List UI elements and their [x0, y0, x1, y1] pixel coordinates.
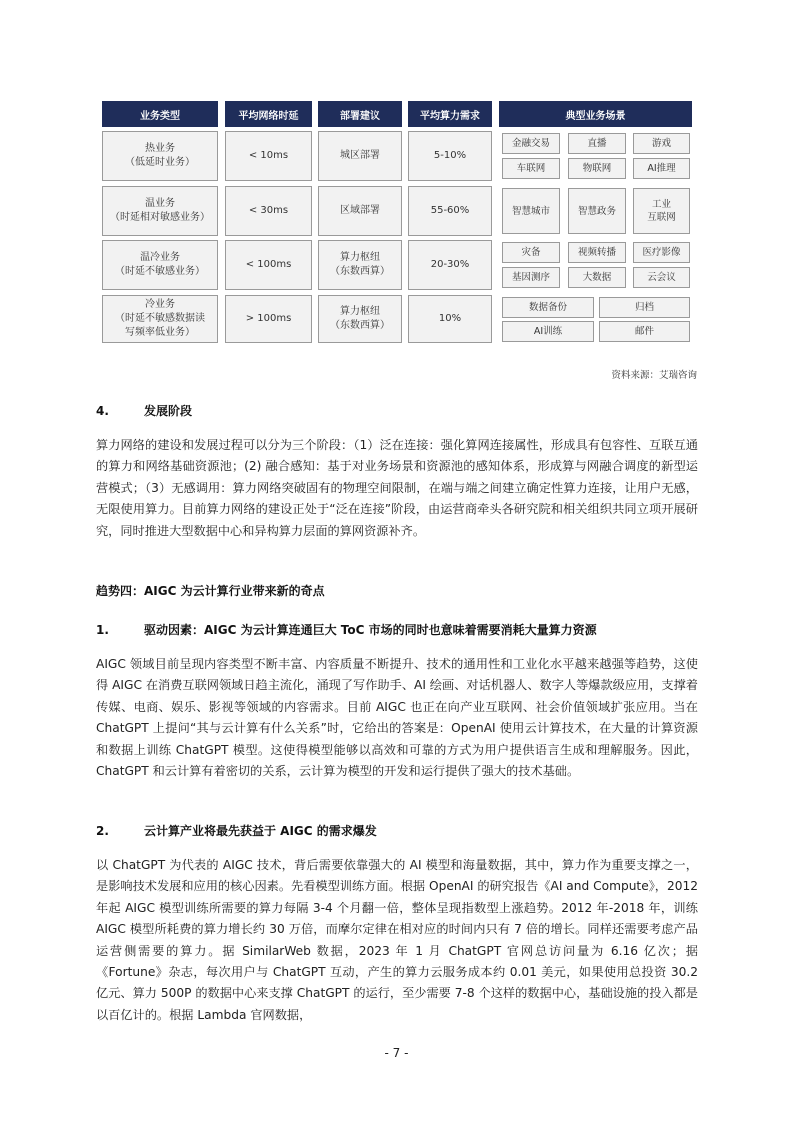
scene-cell: 工业 互联网	[633, 188, 690, 234]
row-latency-cell: < 30ms	[225, 186, 312, 236]
row-deploy-cell: 城区部署	[318, 131, 402, 181]
section-heading	[96, 402, 192, 419]
scene-cell: 大数据	[568, 267, 626, 288]
table-header-type: 业务类型	[102, 101, 218, 127]
scene-cell: 物联网	[568, 158, 626, 179]
scene-cell: 视频转播	[568, 242, 626, 263]
row-deploy-cell: 区域部署	[318, 186, 402, 236]
scene-cell: 游戏	[633, 133, 690, 154]
row-latency-cell: < 10ms	[225, 131, 312, 181]
table-header-deploy: 部署建议	[318, 101, 402, 127]
section-number: 4.	[96, 404, 109, 418]
row-compute-cell: 55-60%	[408, 186, 492, 236]
scene-cell: 车联网	[502, 158, 560, 179]
scene-cell: 邮件	[599, 321, 690, 342]
scene-cell: 智慧政务	[568, 188, 626, 234]
body-paragraph: AIGC 领域目前呈现内容类型不断丰富、内容质量不断提升、技术的通用性和工业化水平越来越强等趋势，这使得 AIGC 在消费互联网领域日趋主流化，涌现了写作助手、AI 绘画、对话机器人、数字人等爆款级应用，支撑着传媒、电商、娱乐、影视等领域的内容需求。目前 AIGC 也正在向产业互联网、社会价值领域扩张应用。当在 ChatGPT 上提问“其与云计算有什么关系”时，它给出的答案是：OpenAI 使用云计算技术，在大量的计算资源和数据上训练 ChatGPT 模型。这使得模型能够以高效和可靠的方式为用户提供语言生成和理解服务。因此，ChatGPT 和云计算有着密切的关系，云计算为模型的开发和运行提供了强大的技术基础。	[96, 657, 698, 779]
scene-cell: AI训练	[502, 321, 594, 342]
scene-cell: 金融交易	[502, 133, 560, 154]
row-type-cell: 冷业务 （时延不敏感数据读 写频率低业务）	[102, 295, 218, 343]
subsection-title: 驱动因素：AIGC 为云计算连通巨大 ToC 市场的同时也意味着需要消耗大量算力资源	[144, 623, 597, 637]
scene-cell: 云会议	[633, 267, 690, 288]
row-compute-cell: 5-10%	[408, 131, 492, 181]
row-deploy-cell: 算力枢纽 （东数西算）	[318, 295, 402, 343]
table-source: 资料来源：艾瑞咨询	[611, 370, 697, 381]
body-paragraph: 算力网络的建设和发展过程可以分为三个阶段：（1）泛在连接：强化算网连接属性，形成具有包容性、互联互通的算力和网络基础资源池；(2) 融合感知：基于对业务场景和资源池的感知体系，形成算与网融合调度的新型运营模式；（3）无感调用：算力网络突破固有的物理空间限制，在端与端之间建立确定性算力连接，让用户无感，无限使用算力。目前算力网络的建设正处于“泛在连接”阶段，由运营商牵头各研究院和相关组织共同立项开展研究，同时推进大型数据中心和异构算力层面的算网资源补齐。	[96, 438, 698, 538]
scene-cell: AI推理	[633, 158, 690, 179]
subsection-heading	[96, 822, 377, 839]
subsection-number: 1.	[96, 623, 109, 637]
scene-cell: 直播	[568, 133, 626, 154]
row-deploy-cell: 算力枢纽 （东数西算）	[318, 240, 402, 290]
subsection-title: 云计算产业将最先获益于 AIGC 的需求爆发	[144, 824, 377, 838]
subsection-heading	[96, 621, 597, 638]
row-type-cell: 温业务 （时延相对敏感业务）	[102, 186, 218, 236]
scene-cell: 数据备份	[502, 297, 594, 318]
row-type-cell: 温冷业务 （时延不敏感业务）	[102, 240, 218, 290]
subsection-number: 2.	[96, 824, 109, 838]
scene-cell: 灾备	[502, 242, 560, 263]
body-paragraph: 以 ChatGPT 为代表的 AIGC 技术，背后需要依靠强大的 AI 模型和海量数据，其中，算力作为重要支撑之一，是影响技术发展和应用的核心因素。先看模型训练方面。根据 OpenAI 的研究报告《AI and Compute》，2012 年起 AIGC 模型训练所需要的算力每隔 3-4 个月翻一倍，整体呈现指数型上涨趋势。2012 年-2018 年，训练 AIGC 模型所耗费的算力增长约 30 万倍，而摩尔定律在相对应的时间内只有 7 倍的增长。同样还需要考虑产品运营侧需要的算力。据 SimilarWeb 数据，2023 年 1 月 ChatGPT 官网总访问量为 6.16 亿次；据《Fortune》杂志，每次用户与 ChatGPT 互动，产生的算力云服务成本约 0.01 美元，如果使用总投资 30.2 亿元、算力 500P 的数据中心来支撑 ChatGPT 的运行，至少需要 7-8 个这样的数据中心，基础设施的投入都是以百亿计的。根据 Lambda 官网数据，	[96, 858, 698, 1022]
section-title: 发展阶段	[144, 404, 193, 418]
row-compute-cell: 10%	[408, 295, 492, 343]
scene-cell: 基因测序	[502, 267, 560, 288]
row-latency-cell: > 100ms	[225, 295, 312, 343]
row-latency-cell: < 100ms	[225, 240, 312, 290]
table-header-latency: 平均网络时延	[225, 101, 312, 127]
row-type-cell: 热业务 （低延时业务）	[102, 131, 218, 181]
table-header-compute: 平均算力需求	[408, 101, 492, 127]
scene-cell: 归档	[599, 297, 690, 318]
table-header-scenes: 典型业务场景	[499, 101, 692, 127]
row-compute-cell: 20-30%	[408, 240, 492, 290]
trend-heading: 趋势四：AIGC 为云计算行业带来新的奇点	[96, 584, 325, 598]
page-number: - 7 -	[384, 1046, 409, 1060]
scene-cell: 智慧城市	[502, 188, 560, 234]
scene-cell: 医疗影像	[633, 242, 690, 263]
